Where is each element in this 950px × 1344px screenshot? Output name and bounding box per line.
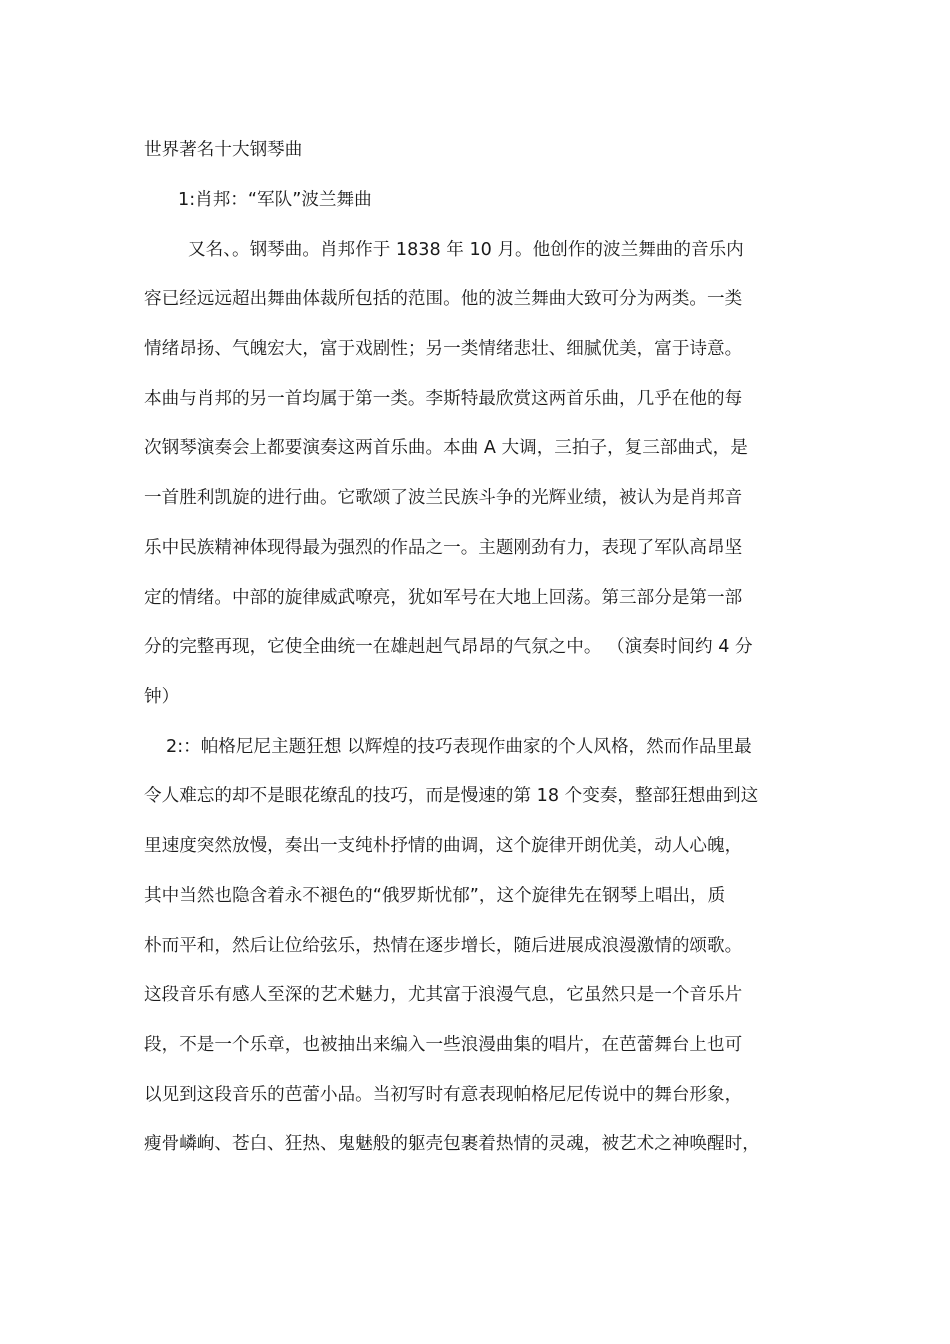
section-2-line: 瘦骨嶙峋、苍白、狂热、鬼魅般的躯壳包裹着热情的灵魂，被艺术之神唤醒时，	[144, 1134, 760, 1154]
section-1-line: 分的完整再现，它使全曲统一在雄赳赳气昂昂的气氛之中。 （演奏时间约 4 分	[144, 637, 753, 657]
section-1-line: 情绪昂扬、气魄宏大，富于戏剧性；另一类情绪悲壮、细腻优美，富于诗意。	[144, 339, 743, 359]
section-2-line: 段，不是一个乐章，也被抽出来编入一些浪漫曲集的唱片，在芭蕾舞台上也可	[144, 1035, 743, 1055]
section-1-line: 次钢琴演奏会上都要演奏这两首乐曲。本曲 A 大调，三拍子，复三部曲式，是	[144, 438, 748, 458]
section-1-heading: 1:肖邦：“军队”波兰舞曲	[178, 190, 372, 210]
section-2-line: 2:：帕格尼尼主题狂想 以辉煌的技巧表现作曲家的个人风格，然而作品里最	[166, 737, 752, 757]
section-1-line: 又名、。钢琴曲。肖邦作于 1838 年 10 月。他创作的波兰舞曲的音乐内	[188, 240, 744, 260]
section-1-line: 本曲与肖邦的另一首均属于第一类。李斯特最欣赏这两首乐曲，几乎在他的每	[144, 389, 743, 409]
section-1-line: 一首胜利凯旋的进行曲。它歌颂了波兰民族斗争的光辉业绩，被认为是肖邦音	[144, 488, 743, 508]
section-2-line: 以见到这段音乐的芭蕾小品。当初写时有意表现帕格尼尼传说中的舞台形象，	[144, 1085, 743, 1105]
document-title: 世界著名十大钢琴曲	[144, 140, 303, 160]
section-2-line: 其中当然也隐含着永不褪色的“俄罗斯忧郁”，这个旋律先在钢琴上唱出，质	[144, 886, 726, 906]
section-1-line: 定的情绪。中部的旋律威武嘹亮，犹如军号在大地上回荡。第三部分是第一部	[144, 588, 743, 608]
section-2-line: 朴而平和，然后让位给弦乐，热情在逐步增长，随后进展成浪漫激情的颂歌。	[144, 936, 743, 956]
section-2-line: 令人难忘的却不是眼花缭乱的技巧，而是慢速的第 18 个变奏，整部狂想曲到这	[144, 786, 759, 806]
section-2-line: 这段音乐有感人至深的艺术魅力，尤其富于浪漫气息，它虽然只是一个音乐片	[144, 985, 743, 1005]
section-1-line: 容已经远远超出舞曲体裁所包括的范围。他的波兰舞曲大致可分为两类。一类	[144, 289, 743, 309]
section-1-line: 乐中民族精神体现得最为强烈的作品之一。主题刚劲有力，表现了军队高昂坚	[144, 538, 743, 558]
section-1-line: 钟）	[144, 687, 180, 707]
section-2-line: 里速度突然放慢，奏出一支纯朴抒情的曲调，这个旋律开朗优美，动人心魄，	[144, 836, 743, 856]
